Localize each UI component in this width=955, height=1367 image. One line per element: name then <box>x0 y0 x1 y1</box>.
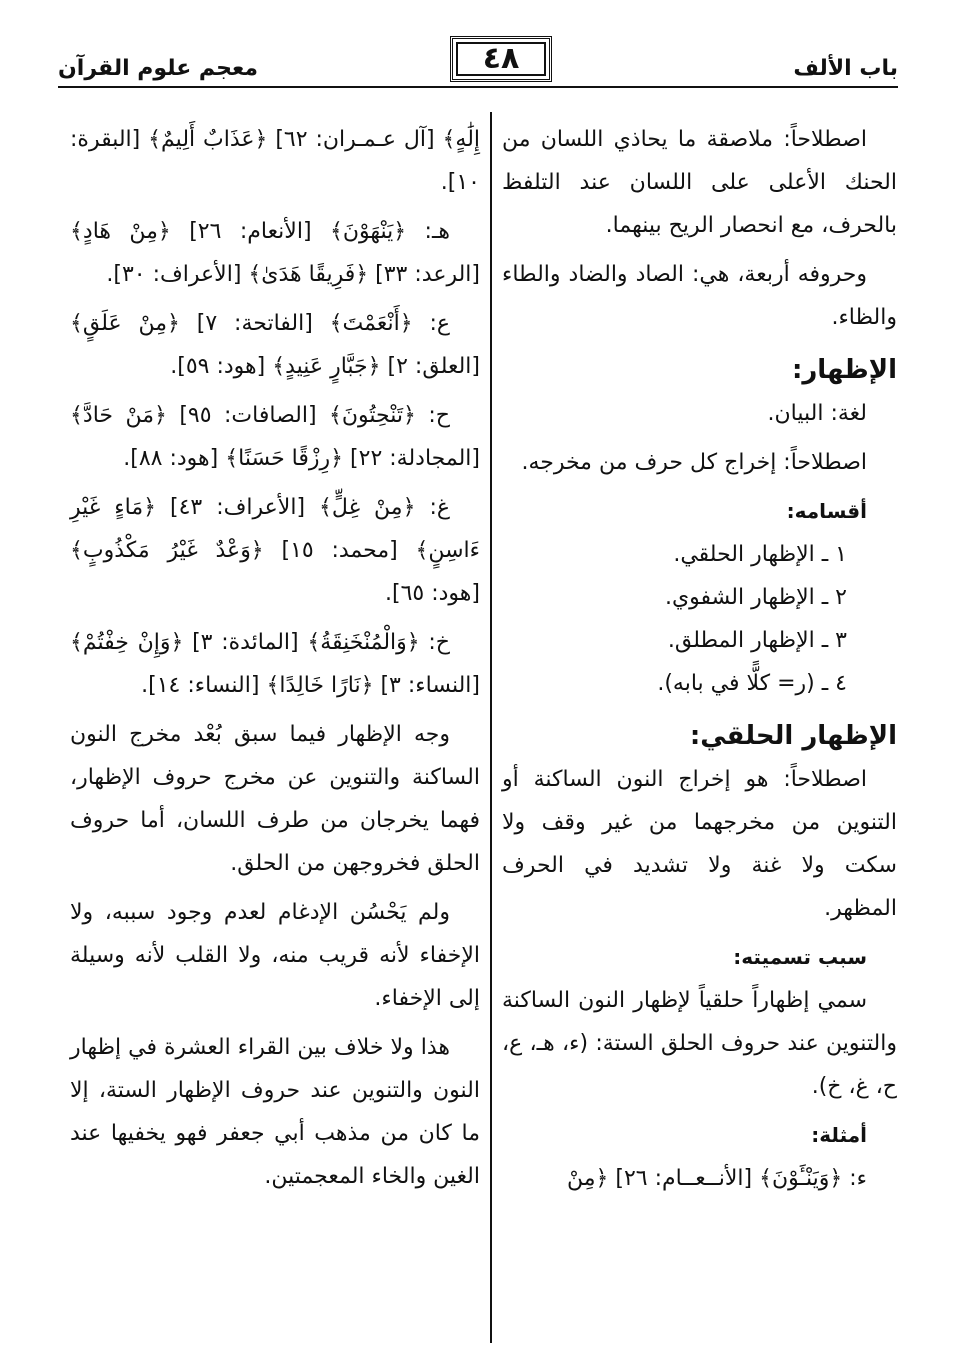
letters-paragraph: وحروفه أربعة، هي: الصاد والضاد والطاء والظاء. <box>502 262 897 330</box>
amthila-heading: أمثلة: <box>811 1123 867 1147</box>
aqsam-heading: أقسامه: <box>786 499 867 523</box>
example-line: ع: ﴿أَنْعَمْتَ﴾ [الفاتحة: ٧] ﴿مِنْ عَلَقٍ﴾ [العلق: ٢] ﴿جَبَّارٍ عَنِيدٍ﴾ [هود: ٥٩]. <box>70 311 480 379</box>
khilaf-paragraph: هذا ولا خلاف بين القراء العشرة في إظهار النون والتنوين عند حروف الإظهار الستة، إلا ما كان من مذهب أبي جعفر فهو يخفيها عند الغين والخاء المعجمتين. <box>70 1035 480 1189</box>
page-number: ٤٨ <box>450 36 552 82</box>
left-column <box>70 118 480 1204</box>
lam-yahsun-paragraph: ولم يَحْسُن الإدغام لعدم وجود سببه، ولا الإخفاء لأنه قريب منه، ولا القلب لأنه وسيلة إلى الإخفاء. <box>70 900 480 1011</box>
example-line: ح: ﴿تَنْحِتُونَ﴾ [الصافات: ٩٥] ﴿مَنْ حَادَّ﴾ [المجادلة: ٢٢] ﴿رِزْقًا حَسَنًا﴾ [هود: ٨٨]. <box>70 403 480 471</box>
example-line: إِلَٰهٍ﴾ [آل عـمـران: ٦٢] ﴿عَذَابٌ أَلِيمٌ﴾ [البقرة: ١٠]. <box>70 127 481 195</box>
definition-paragraph: اصطلاحاً: ملاصقة ما يحاذي اللسان من الحنك الأعلى على اللسان عند التلفظ بالحرف، مع انحصار الريح بينهما. <box>502 127 897 238</box>
book-title: معجم علوم القرآن <box>58 56 259 81</box>
sabab-heading: سبب تسميته: <box>733 945 867 969</box>
example-line: خ: ﴿وَالْمُنْخَنِقَةُ﴾ [المائدة: ٣] ﴿وَإِنْ خِفْتُمْ﴾ [النساء: ٣] ﴿نَارًا خَالِدًا﴾ [النساء: ١٤]. <box>70 630 480 698</box>
list-item: ٤ ـ (ر= كلًّا في بابه). <box>657 671 847 696</box>
halqi-definition: اصطلاحاً: هو إخراج النون الساكنة أو التنوين من مخرجهما من غير وقف ولا سكت ولا غنة ولا تشديد في الحرف المظهر. <box>502 767 897 921</box>
izhar-lugha: لغة: البيان. <box>767 401 867 426</box>
sabab-paragraph: سمي إظهاراً حلقياً لإظهار النون الساكنة والتنوين عند حروف الحلق الستة: (ء، هـ، ع، ح، غ، خ). <box>502 988 897 1099</box>
halqi-heading: الإظهار الحلقي: <box>689 721 897 751</box>
example-line: هـ: ﴿يَنْهَوْنَ﴾ [الأنعام: ٢٦] ﴿مِنْ هَادٍ﴾ [الرعد: ٣٣] ﴿فَرِيقًا هَدَىٰ﴾ [الأعراف: ٣٠]. <box>70 219 480 287</box>
izhar-heading: الإظهار: <box>791 355 897 385</box>
list-item: ٢ ـ الإظهار الشفوي. <box>664 585 847 610</box>
izhar-istilah: اصطلاحاً: إخراج كل حرف من مخرجه. <box>521 450 867 475</box>
list-item: ١ ـ الإظهار الحلقي. <box>673 542 847 567</box>
header-rule <box>58 86 898 88</box>
right-column <box>502 118 897 1206</box>
wajh-paragraph: وجه الإظهار فيما سبق بُعْد مخرج النون الساكنة والتنوين عن مخرج حروف الإظهار، فهما يخرجان من طرف اللسان، أما حروف الحلق فخروجهن من الحلق. <box>70 722 480 876</box>
example-line: غ: ﴿مِنْ غِلٍّ﴾ [الأعراف: ٤٣] ﴿مَاءٍ غَيْرِ ءَاسِنٍ﴾ [محمد: ١٥] ﴿وَعْدٌ غَيْرُ مَكْذُوبٍ﴾ [هود: ٦٥]. <box>70 495 481 606</box>
list-item: ٣ ـ الإظهار المطلق. <box>667 628 847 653</box>
column-divider <box>490 112 492 1343</box>
page-header <box>58 36 898 86</box>
chapter-title: باب الألف <box>793 56 898 81</box>
example-hamza: ء: ﴿وَيَنْـَٔوْنَ﴾ [الأنــعــام: ٢٦] ﴿مِنْ <box>566 1166 867 1191</box>
